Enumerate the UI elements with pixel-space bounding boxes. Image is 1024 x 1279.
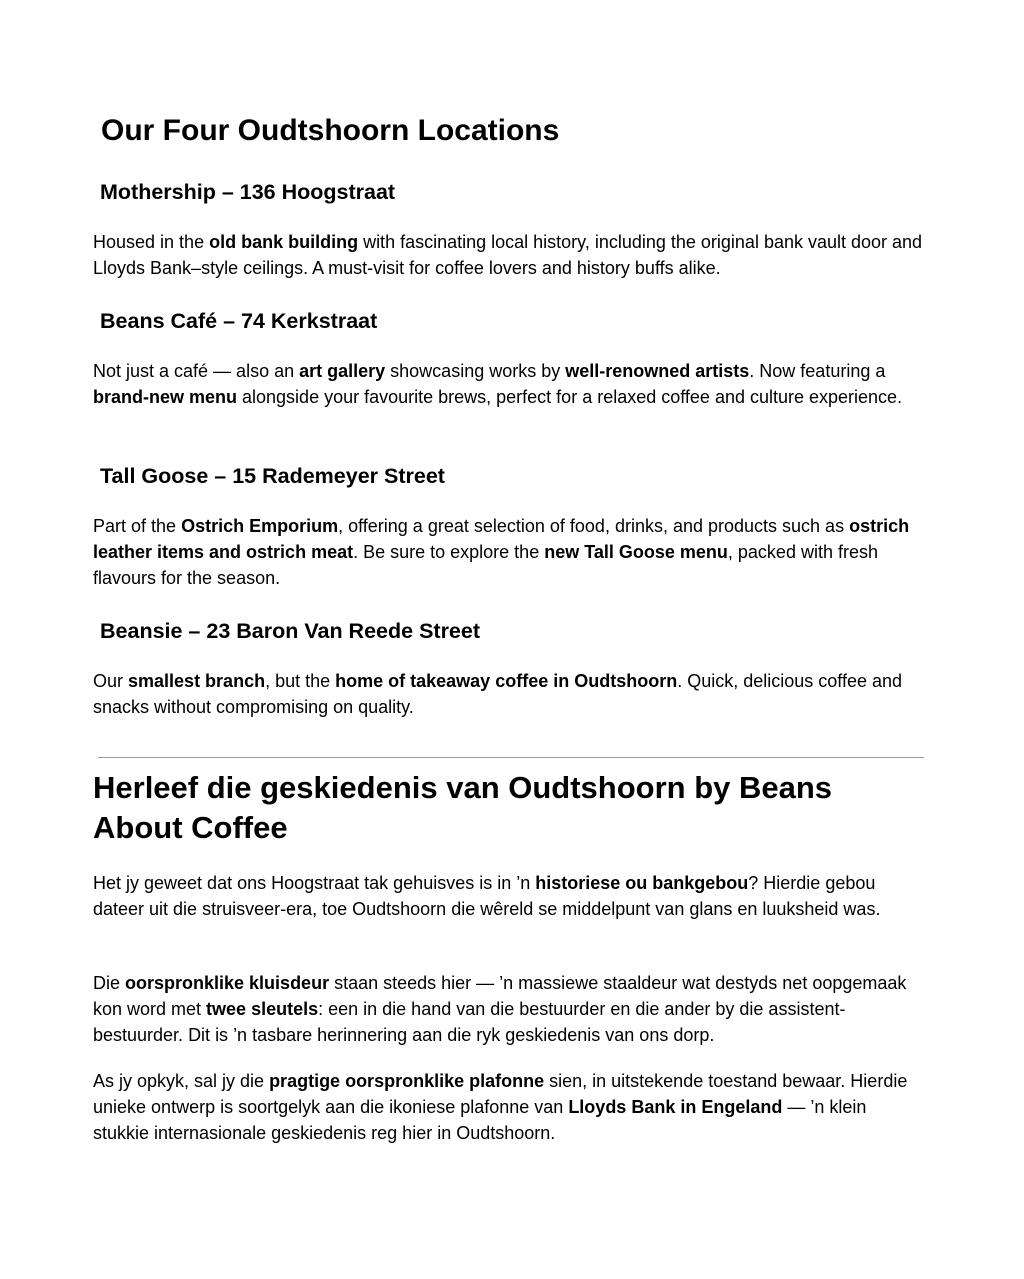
bold-text: smallest branch bbox=[128, 671, 266, 691]
location-description-beans-cafe bbox=[93, 358, 925, 410]
text-segment: Part of the bbox=[93, 516, 182, 536]
bold-text: new Tall Goose menu bbox=[544, 542, 728, 562]
bold-text: twee sleutels bbox=[206, 999, 319, 1019]
bold-text: historiese ou bankgebou bbox=[535, 873, 749, 893]
page-title: Our Four Oudtshoorn Locations bbox=[101, 114, 560, 147]
text-segment: — ’n klein stukkie internasionale geskiedenis reg hier in Oudtshoorn. bbox=[93, 1097, 867, 1143]
text-segment: As jy opkyk, sal jy die bbox=[93, 1071, 270, 1091]
text-segment: alongside your favourite brews, perfect for a relaxed coffee and culture experience. bbox=[237, 387, 903, 407]
text-segment: showcasing works by bbox=[385, 361, 566, 381]
text-segment: , but the bbox=[265, 671, 336, 691]
location-description-tall-goose bbox=[93, 513, 925, 591]
text-segment: staan steeds hier — ’n massiewe staaldeur wat destyds net oopgemaak kon word met bbox=[93, 973, 907, 1019]
text-segment: . Quick, delicious coffee and snacks without compromising on quality. bbox=[93, 671, 903, 717]
text-segment: sien, in uitstekende toestand bewaar. Hierdie unieke ontwerp is soortgelyk aan die ikoniese plafonne van bbox=[93, 1071, 908, 1117]
text-segment: Housed in the bbox=[93, 232, 210, 252]
text-segment: Het jy geweet dat ons Hoogstraat tak gehuisves is in ’n bbox=[93, 873, 536, 893]
bold-text: old bank building bbox=[209, 232, 359, 252]
text-segment: ? Hierdie gebou dateer uit die struisveer-era, toe Oudtshoorn die wêreld se middelpunt van glans en luuksheid was. bbox=[93, 873, 881, 919]
history-paragraph bbox=[93, 970, 925, 1048]
location-heading-beans-cafe: Beans Café – 74 Kerkstraat bbox=[100, 309, 378, 333]
location-description-beansie bbox=[93, 668, 925, 720]
location-heading-beansie: Beansie – 23 Baron Van Reede Street bbox=[100, 619, 481, 643]
text-segment: Not just a café — also an bbox=[93, 361, 300, 381]
bold-text: brand-new menu bbox=[93, 387, 238, 407]
text-segment: Our bbox=[93, 671, 129, 691]
text-segment: , packed with fresh flavours for the season. bbox=[93, 542, 878, 588]
bold-text: home of takeaway coffee in Oudtshoorn bbox=[335, 671, 678, 691]
text-segment: , offering a great selection of food, drinks, and products such as bbox=[338, 516, 850, 536]
text-segment: Die bbox=[93, 973, 126, 993]
text-segment: : een in die hand van die bestuurder en die ander by die assistent-bestuurder. Dit is ’n tasbare herinnering aan die ryk geskiedenis van ons dorp. bbox=[93, 999, 846, 1045]
bold-text: ostrich leather items and ostrich meat bbox=[93, 516, 910, 562]
history-title: Herleef die geskiedenis van Oudtshoorn by Beans About Coffee bbox=[93, 770, 833, 845]
history-paragraph bbox=[93, 1068, 925, 1146]
bold-text: oorspronklike kluisdeur bbox=[125, 973, 330, 993]
text-segment: . Now featuring a bbox=[749, 361, 886, 381]
bold-text: pragtige oorspronklike plafonne bbox=[269, 1071, 545, 1091]
bold-text: Lloyds Bank in Engeland bbox=[568, 1097, 783, 1117]
history-paragraph bbox=[93, 870, 925, 922]
location-description-mothership bbox=[93, 229, 925, 281]
location-heading-tall-goose: Tall Goose – 15 Rademeyer Street bbox=[100, 464, 445, 488]
location-heading-mothership: Mothership – 136 Hoogstraat bbox=[100, 180, 396, 204]
text-segment: . Be sure to explore the bbox=[353, 542, 545, 562]
bold-text: Ostrich Emporium bbox=[181, 516, 339, 536]
bold-text: well-renowned artists bbox=[565, 361, 750, 381]
section-divider bbox=[98, 757, 924, 758]
text-segment: with fascinating local history, including the original bank vault door and Lloyds Bank–style ceilings. A must-visit for coffee lovers and history buffs alike. bbox=[93, 232, 923, 278]
bold-text: art gallery bbox=[299, 361, 386, 381]
